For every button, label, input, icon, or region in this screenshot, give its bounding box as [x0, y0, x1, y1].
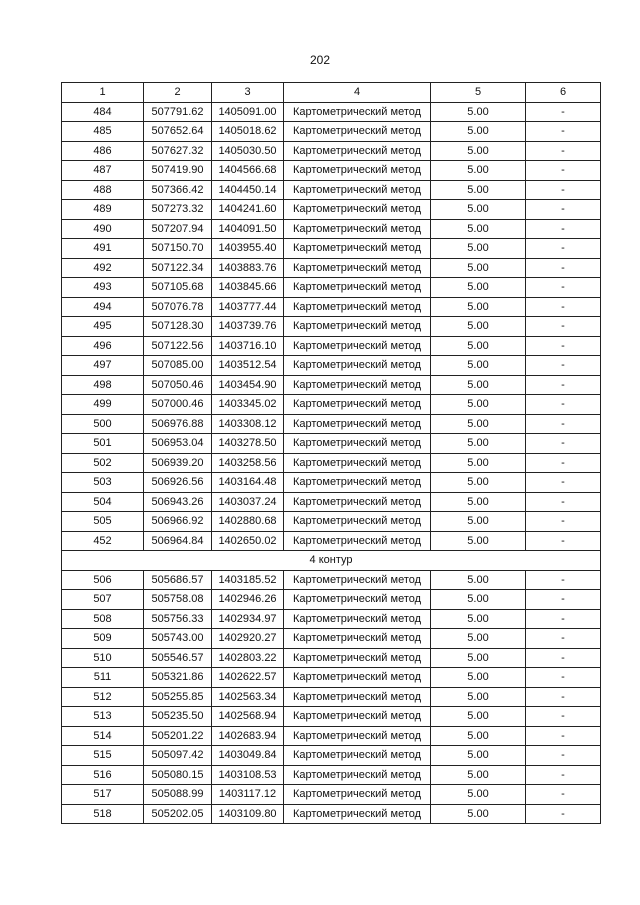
accuracy-cell: 5.00 — [431, 453, 526, 473]
x-coordinate-cell: 505088.99 — [144, 785, 212, 805]
y-coordinate-cell: 1403955.40 — [212, 239, 284, 259]
note-cell: - — [526, 200, 601, 220]
y-coordinate-cell: 1402650.02 — [212, 531, 284, 551]
point-number-cell: 512 — [62, 687, 144, 707]
note-cell: - — [526, 765, 601, 785]
accuracy-cell: 5.00 — [431, 336, 526, 356]
accuracy-cell: 5.00 — [431, 278, 526, 298]
table-row — [62, 278, 601, 298]
y-coordinate-cell: 1403512.54 — [212, 356, 284, 376]
table-row — [62, 804, 601, 824]
note-cell: - — [526, 102, 601, 122]
x-coordinate-cell: 507419.90 — [144, 161, 212, 181]
table-row — [62, 434, 601, 454]
column-header: 1 — [62, 83, 144, 103]
table-row — [62, 375, 601, 395]
accuracy-cell: 5.00 — [431, 395, 526, 415]
x-coordinate-cell: 505255.85 — [144, 687, 212, 707]
table-row — [62, 102, 601, 122]
coordinates-table — [61, 82, 601, 824]
accuracy-cell: 5.00 — [431, 570, 526, 590]
table-row — [62, 219, 601, 239]
y-coordinate-cell: 1403037.24 — [212, 492, 284, 512]
method-cell: Картометрический метод — [284, 180, 431, 200]
x-coordinate-cell: 505202.05 — [144, 804, 212, 824]
note-cell: - — [526, 473, 601, 493]
note-cell: - — [526, 161, 601, 181]
point-number-cell: 508 — [62, 609, 144, 629]
table-row — [62, 492, 601, 512]
note-cell: - — [526, 570, 601, 590]
x-coordinate-cell: 507105.68 — [144, 278, 212, 298]
table-row — [62, 161, 601, 181]
section-row — [62, 551, 601, 571]
method-cell: Картометрический метод — [284, 668, 431, 688]
table-row — [62, 356, 601, 376]
y-coordinate-cell: 1403109.80 — [212, 804, 284, 824]
method-cell: Картометрический метод — [284, 590, 431, 610]
method-cell: Картометрический метод — [284, 336, 431, 356]
accuracy-cell: 5.00 — [431, 804, 526, 824]
y-coordinate-cell: 1402920.27 — [212, 629, 284, 649]
table-row — [62, 180, 601, 200]
x-coordinate-cell: 507122.34 — [144, 258, 212, 278]
point-number-cell: 497 — [62, 356, 144, 376]
point-number-cell: 504 — [62, 492, 144, 512]
method-cell: Картометрический метод — [284, 804, 431, 824]
accuracy-cell: 5.00 — [431, 102, 526, 122]
note-cell: - — [526, 512, 601, 532]
y-coordinate-cell: 1402880.68 — [212, 512, 284, 532]
column-header: 2 — [144, 83, 212, 103]
table-row — [62, 687, 601, 707]
y-coordinate-cell: 1403739.76 — [212, 317, 284, 337]
note-cell: - — [526, 180, 601, 200]
table-row — [62, 239, 601, 259]
y-coordinate-cell: 1404241.60 — [212, 200, 284, 220]
accuracy-cell: 5.00 — [431, 492, 526, 512]
y-coordinate-cell: 1403308.12 — [212, 414, 284, 434]
accuracy-cell: 5.00 — [431, 629, 526, 649]
y-coordinate-cell: 1403845.66 — [212, 278, 284, 298]
x-coordinate-cell: 505686.57 — [144, 570, 212, 590]
point-number-cell: 494 — [62, 297, 144, 317]
accuracy-cell: 5.00 — [431, 141, 526, 161]
note-cell: - — [526, 453, 601, 473]
accuracy-cell: 5.00 — [431, 317, 526, 337]
method-cell: Картометрический метод — [284, 395, 431, 415]
point-number-cell: 498 — [62, 375, 144, 395]
note-cell: - — [526, 219, 601, 239]
note-cell: - — [526, 648, 601, 668]
method-cell: Картометрический метод — [284, 609, 431, 629]
point-number-cell: 488 — [62, 180, 144, 200]
x-coordinate-cell: 507128.30 — [144, 317, 212, 337]
table-row — [62, 122, 601, 142]
point-number-cell: 491 — [62, 239, 144, 259]
point-number-cell: 500 — [62, 414, 144, 434]
accuracy-cell: 5.00 — [431, 668, 526, 688]
point-number-cell: 486 — [62, 141, 144, 161]
y-coordinate-cell: 1403117.12 — [212, 785, 284, 805]
accuracy-cell: 5.00 — [431, 161, 526, 181]
method-cell: Картометрический метод — [284, 258, 431, 278]
accuracy-cell: 5.00 — [431, 746, 526, 766]
method-cell: Картометрический метод — [284, 356, 431, 376]
table-row — [62, 141, 601, 161]
note-cell: - — [526, 434, 601, 454]
point-number-cell: 487 — [62, 161, 144, 181]
page-number: 202 — [309, 53, 331, 67]
y-coordinate-cell: 1404091.50 — [212, 219, 284, 239]
point-number-cell: 518 — [62, 804, 144, 824]
method-cell: Картометрический метод — [284, 570, 431, 590]
x-coordinate-cell: 506953.04 — [144, 434, 212, 454]
accuracy-cell: 5.00 — [431, 785, 526, 805]
x-coordinate-cell: 507791.62 — [144, 102, 212, 122]
method-cell: Картометрический метод — [284, 434, 431, 454]
accuracy-cell: 5.00 — [431, 356, 526, 376]
x-coordinate-cell: 505235.50 — [144, 707, 212, 727]
method-cell: Картометрический метод — [284, 122, 431, 142]
method-cell: Картометрический метод — [284, 531, 431, 551]
accuracy-cell: 5.00 — [431, 590, 526, 610]
method-cell: Картометрический метод — [284, 512, 431, 532]
point-number-cell: 490 — [62, 219, 144, 239]
note-cell: - — [526, 668, 601, 688]
note-cell: - — [526, 629, 601, 649]
method-cell: Картометрический метод — [284, 473, 431, 493]
accuracy-cell: 5.00 — [431, 200, 526, 220]
table-row — [62, 668, 601, 688]
point-number-cell: 493 — [62, 278, 144, 298]
table-row — [62, 609, 601, 629]
method-cell: Картометрический метод — [284, 765, 431, 785]
point-number-cell: 514 — [62, 726, 144, 746]
y-coordinate-cell: 1405091.00 — [212, 102, 284, 122]
method-cell: Картометрический метод — [284, 726, 431, 746]
point-number-cell: 506 — [62, 570, 144, 590]
y-coordinate-cell: 1402683.94 — [212, 726, 284, 746]
note-cell: - — [526, 531, 601, 551]
y-coordinate-cell: 1405018.62 — [212, 122, 284, 142]
note-cell: - — [526, 297, 601, 317]
table-row — [62, 570, 601, 590]
note-cell: - — [526, 258, 601, 278]
accuracy-cell: 5.00 — [431, 375, 526, 395]
column-header: 3 — [212, 83, 284, 103]
y-coordinate-cell: 1403108.53 — [212, 765, 284, 785]
table-row — [62, 473, 601, 493]
method-cell: Картометрический метод — [284, 317, 431, 337]
note-cell: - — [526, 804, 601, 824]
x-coordinate-cell: 505080.15 — [144, 765, 212, 785]
method-cell: Картометрический метод — [284, 707, 431, 727]
point-number-cell: 489 — [62, 200, 144, 220]
method-cell: Картометрический метод — [284, 746, 431, 766]
column-header: 6 — [526, 83, 601, 103]
x-coordinate-cell: 507150.70 — [144, 239, 212, 259]
table-row — [62, 200, 601, 220]
point-number-cell: 484 — [62, 102, 144, 122]
accuracy-cell: 5.00 — [431, 648, 526, 668]
table-row — [62, 258, 601, 278]
accuracy-cell: 5.00 — [431, 687, 526, 707]
method-cell: Картометрический метод — [284, 141, 431, 161]
x-coordinate-cell: 505546.57 — [144, 648, 212, 668]
point-number-cell: 502 — [62, 453, 144, 473]
method-cell: Картометрический метод — [284, 453, 431, 473]
accuracy-cell: 5.00 — [431, 726, 526, 746]
accuracy-cell: 5.00 — [431, 512, 526, 532]
method-cell: Картометрический метод — [284, 102, 431, 122]
note-cell: - — [526, 122, 601, 142]
point-number-cell: 496 — [62, 336, 144, 356]
table-row — [62, 707, 601, 727]
accuracy-cell: 5.00 — [431, 531, 526, 551]
point-number-cell: 501 — [62, 434, 144, 454]
point-number-cell: 499 — [62, 395, 144, 415]
column-header: 4 — [284, 83, 431, 103]
note-cell: - — [526, 141, 601, 161]
note-cell: - — [526, 239, 601, 259]
point-number-cell: 511 — [62, 668, 144, 688]
y-coordinate-cell: 1403345.02 — [212, 395, 284, 415]
y-coordinate-cell: 1402622.57 — [212, 668, 284, 688]
table-row — [62, 531, 601, 551]
y-coordinate-cell: 1405030.50 — [212, 141, 284, 161]
point-number-cell: 505 — [62, 512, 144, 532]
note-cell: - — [526, 317, 601, 337]
method-cell: Картометрический метод — [284, 239, 431, 259]
point-number-cell: 507 — [62, 590, 144, 610]
note-cell: - — [526, 726, 601, 746]
section-label: 4 контур — [62, 551, 601, 571]
table-row — [62, 414, 601, 434]
point-number-cell: 513 — [62, 707, 144, 727]
note-cell: - — [526, 687, 601, 707]
x-coordinate-cell: 507050.46 — [144, 375, 212, 395]
y-coordinate-cell: 1403258.56 — [212, 453, 284, 473]
point-number-cell: 492 — [62, 258, 144, 278]
accuracy-cell: 5.00 — [431, 473, 526, 493]
x-coordinate-cell: 505097.42 — [144, 746, 212, 766]
x-coordinate-cell: 506939.20 — [144, 453, 212, 473]
x-coordinate-cell: 505743.00 — [144, 629, 212, 649]
method-cell: Картометрический метод — [284, 161, 431, 181]
method-cell: Картометрический метод — [284, 785, 431, 805]
table-row — [62, 765, 601, 785]
x-coordinate-cell: 507085.00 — [144, 356, 212, 376]
x-coordinate-cell: 507366.42 — [144, 180, 212, 200]
x-coordinate-cell: 505756.33 — [144, 609, 212, 629]
accuracy-cell: 5.00 — [431, 180, 526, 200]
y-coordinate-cell: 1402946.26 — [212, 590, 284, 610]
method-cell: Картометрический метод — [284, 414, 431, 434]
x-coordinate-cell: 507652.64 — [144, 122, 212, 142]
x-coordinate-cell: 507122.56 — [144, 336, 212, 356]
table-row — [62, 317, 601, 337]
point-number-cell: 515 — [62, 746, 144, 766]
note-cell: - — [526, 356, 601, 376]
note-cell: - — [526, 609, 601, 629]
table-header-row — [62, 83, 601, 103]
note-cell: - — [526, 336, 601, 356]
y-coordinate-cell: 1404566.68 — [212, 161, 284, 181]
y-coordinate-cell: 1403716.10 — [212, 336, 284, 356]
accuracy-cell: 5.00 — [431, 434, 526, 454]
accuracy-cell: 5.00 — [431, 239, 526, 259]
point-number-cell: 516 — [62, 765, 144, 785]
table-row — [62, 590, 601, 610]
y-coordinate-cell: 1403185.52 — [212, 570, 284, 590]
note-cell: - — [526, 492, 601, 512]
point-number-cell: 495 — [62, 317, 144, 337]
x-coordinate-cell: 507076.78 — [144, 297, 212, 317]
method-cell: Картометрический метод — [284, 648, 431, 668]
point-number-cell: 485 — [62, 122, 144, 142]
x-coordinate-cell: 506964.84 — [144, 531, 212, 551]
x-coordinate-cell: 507207.94 — [144, 219, 212, 239]
method-cell: Картометрический метод — [284, 278, 431, 298]
table-row — [62, 453, 601, 473]
y-coordinate-cell: 1402563.34 — [212, 687, 284, 707]
x-coordinate-cell: 507000.46 — [144, 395, 212, 415]
table-row — [62, 336, 601, 356]
x-coordinate-cell: 505758.08 — [144, 590, 212, 610]
point-number-cell: 510 — [62, 648, 144, 668]
y-coordinate-cell: 1402934.97 — [212, 609, 284, 629]
method-cell: Картометрический метод — [284, 629, 431, 649]
accuracy-cell: 5.00 — [431, 609, 526, 629]
table-row — [62, 785, 601, 805]
note-cell: - — [526, 785, 601, 805]
table-row — [62, 297, 601, 317]
method-cell: Картометрический метод — [284, 200, 431, 220]
y-coordinate-cell: 1404450.14 — [212, 180, 284, 200]
method-cell: Картометрический метод — [284, 297, 431, 317]
table-row — [62, 395, 601, 415]
table-row — [62, 726, 601, 746]
note-cell: - — [526, 414, 601, 434]
y-coordinate-cell: 1403883.76 — [212, 258, 284, 278]
y-coordinate-cell: 1402568.94 — [212, 707, 284, 727]
point-number-cell: 517 — [62, 785, 144, 805]
table-row — [62, 512, 601, 532]
x-coordinate-cell: 506943.26 — [144, 492, 212, 512]
accuracy-cell: 5.00 — [431, 219, 526, 239]
note-cell: - — [526, 395, 601, 415]
note-cell: - — [526, 375, 601, 395]
accuracy-cell: 5.00 — [431, 297, 526, 317]
y-coordinate-cell: 1403278.50 — [212, 434, 284, 454]
table-row — [62, 746, 601, 766]
method-cell: Картометрический метод — [284, 375, 431, 395]
x-coordinate-cell: 506976.88 — [144, 414, 212, 434]
table-row — [62, 629, 601, 649]
point-number-cell: 452 — [62, 531, 144, 551]
method-cell: Картометрический метод — [284, 492, 431, 512]
x-coordinate-cell: 507627.32 — [144, 141, 212, 161]
point-number-cell: 509 — [62, 629, 144, 649]
note-cell: - — [526, 707, 601, 727]
x-coordinate-cell: 505201.22 — [144, 726, 212, 746]
y-coordinate-cell: 1402803.22 — [212, 648, 284, 668]
x-coordinate-cell: 507273.32 — [144, 200, 212, 220]
note-cell: - — [526, 746, 601, 766]
x-coordinate-cell: 506966.92 — [144, 512, 212, 532]
y-coordinate-cell: 1403164.48 — [212, 473, 284, 493]
accuracy-cell: 5.00 — [431, 414, 526, 434]
accuracy-cell: 5.00 — [431, 258, 526, 278]
x-coordinate-cell: 506926.56 — [144, 473, 212, 493]
accuracy-cell: 5.00 — [431, 122, 526, 142]
x-coordinate-cell: 505321.86 — [144, 668, 212, 688]
method-cell: Картометрический метод — [284, 687, 431, 707]
table-row — [62, 648, 601, 668]
note-cell: - — [526, 590, 601, 610]
note-cell: - — [526, 278, 601, 298]
y-coordinate-cell: 1403049.84 — [212, 746, 284, 766]
point-number-cell: 503 — [62, 473, 144, 493]
method-cell: Картометрический метод — [284, 219, 431, 239]
y-coordinate-cell: 1403777.44 — [212, 297, 284, 317]
accuracy-cell: 5.00 — [431, 765, 526, 785]
y-coordinate-cell: 1403454.90 — [212, 375, 284, 395]
column-header: 5 — [431, 83, 526, 103]
accuracy-cell: 5.00 — [431, 707, 526, 727]
